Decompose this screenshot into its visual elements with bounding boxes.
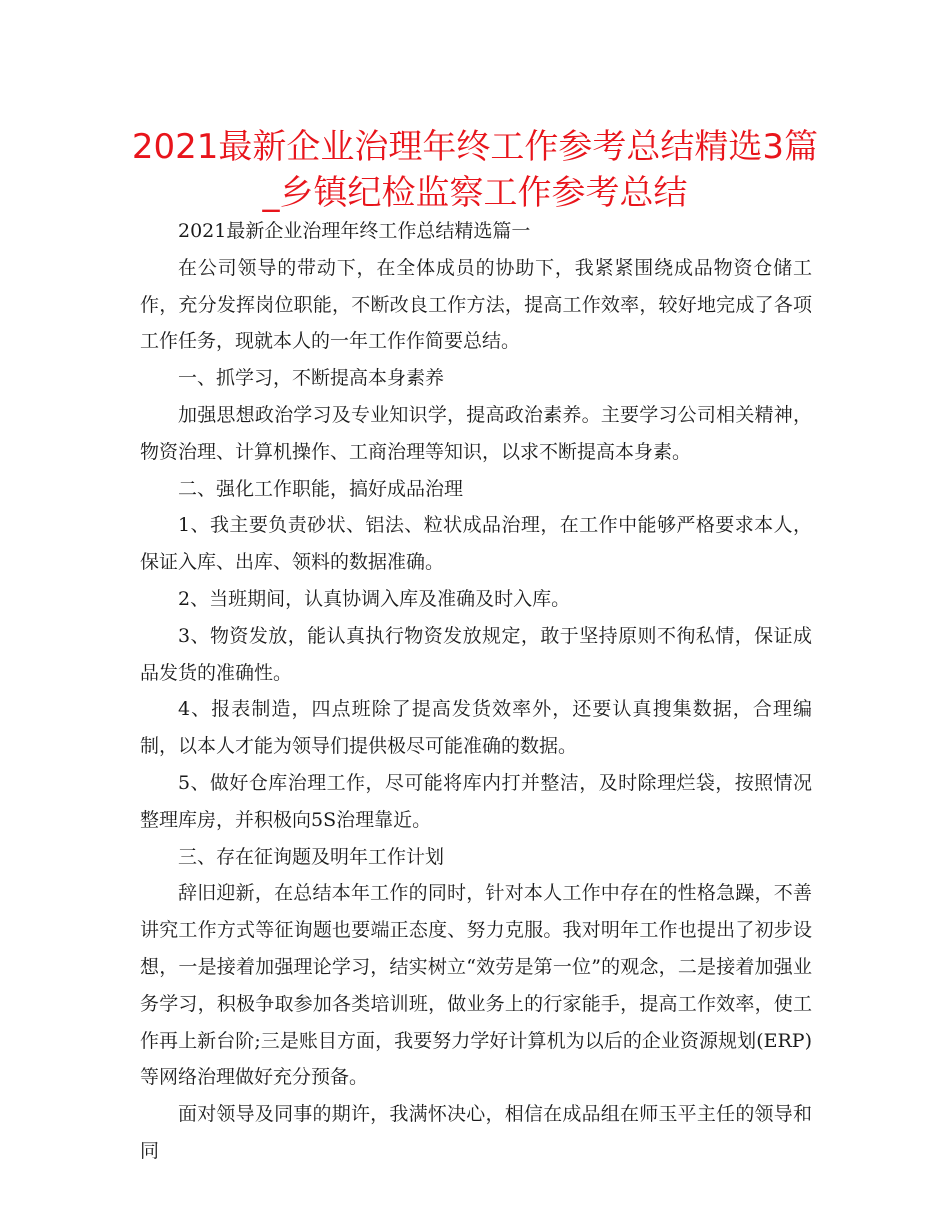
paragraph: 4、报表制造，四点班除了提高发货效率外，还要认真搜集数据，合理编制，以本人才能为领导们提供极尽可能准确的数据。 <box>140 698 812 758</box>
paragraph: 2、当班期间，认真协调入库及准确及时入库。 <box>178 587 571 610</box>
paragraph: 加强思想政治学习及专业知识学，提高政治素养。主要学习公司相关精神，物资治理、计算机操作、工商治理等知识，以求不断提高本身素。 <box>140 403 812 463</box>
paragraph: 面对领导及同事的期许，我满怀决心，相信在成品组在师玉平主任的领导和同 <box>140 1103 812 1162</box>
paragraph-heading-1: 2021最新企业治理年终工作总结精选篇一 <box>178 220 531 242</box>
section-heading: 二、强化工作职能，搞好成品治理 <box>178 477 464 500</box>
section-heading: 一、抓学习，不断提高本身素养 <box>178 367 445 390</box>
section-heading: 三、存在征询题及明年工作计划 <box>178 845 445 868</box>
document-title: 2021最新企业治理年终工作参考总结精选3篇_乡镇纪检监察工作参考总结 <box>131 127 819 213</box>
paragraph: 在公司领导的带动下，在全体成员的协助下，我紧紧围绕成品物资仓储工作，充分发挥岗位职能，不断改良工作方法，提高工作效率，较好地完成了各项工作任务，现就本人的一年工作作简要总结。 <box>140 256 812 353</box>
paragraph: 辞旧迎新，在总结本年工作的同时，针对本人工作中存在的性格急躁，不善讲究工作方式等征询题也要端正态度、努力克服。我对明年工作也提出了初步设想，一是接着加强理论学习，结实树立“效劳是第一位”的观念，二是接着加强业务学习，积极争取参加各类培训班，做业务上的行家能手，提高工作效率，使工作再上新台阶;三是账目方面，我要努力学好计算机为以后的企业资源规划(ERP)等网络治理做好充分预备。 <box>140 882 812 1089</box>
paragraph: 1、我主要负责砂状、铝法、粒状成品治理，在工作中能够严格要求本人，保证入库、出库、领料的数据准确。 <box>140 514 812 574</box>
document-body <box>140 213 812 1170</box>
paragraph: 3、物资发放，能认真执行物资发放规定，敢于坚持原则不徇私情，保证成品发货的准确性。 <box>140 624 812 684</box>
paragraph: 5、做好仓库治理工作，尽可能将库内打并整洁，及时除理烂袋，按照情况整理库房，并积极向5S治理靠近。 <box>140 771 812 831</box>
